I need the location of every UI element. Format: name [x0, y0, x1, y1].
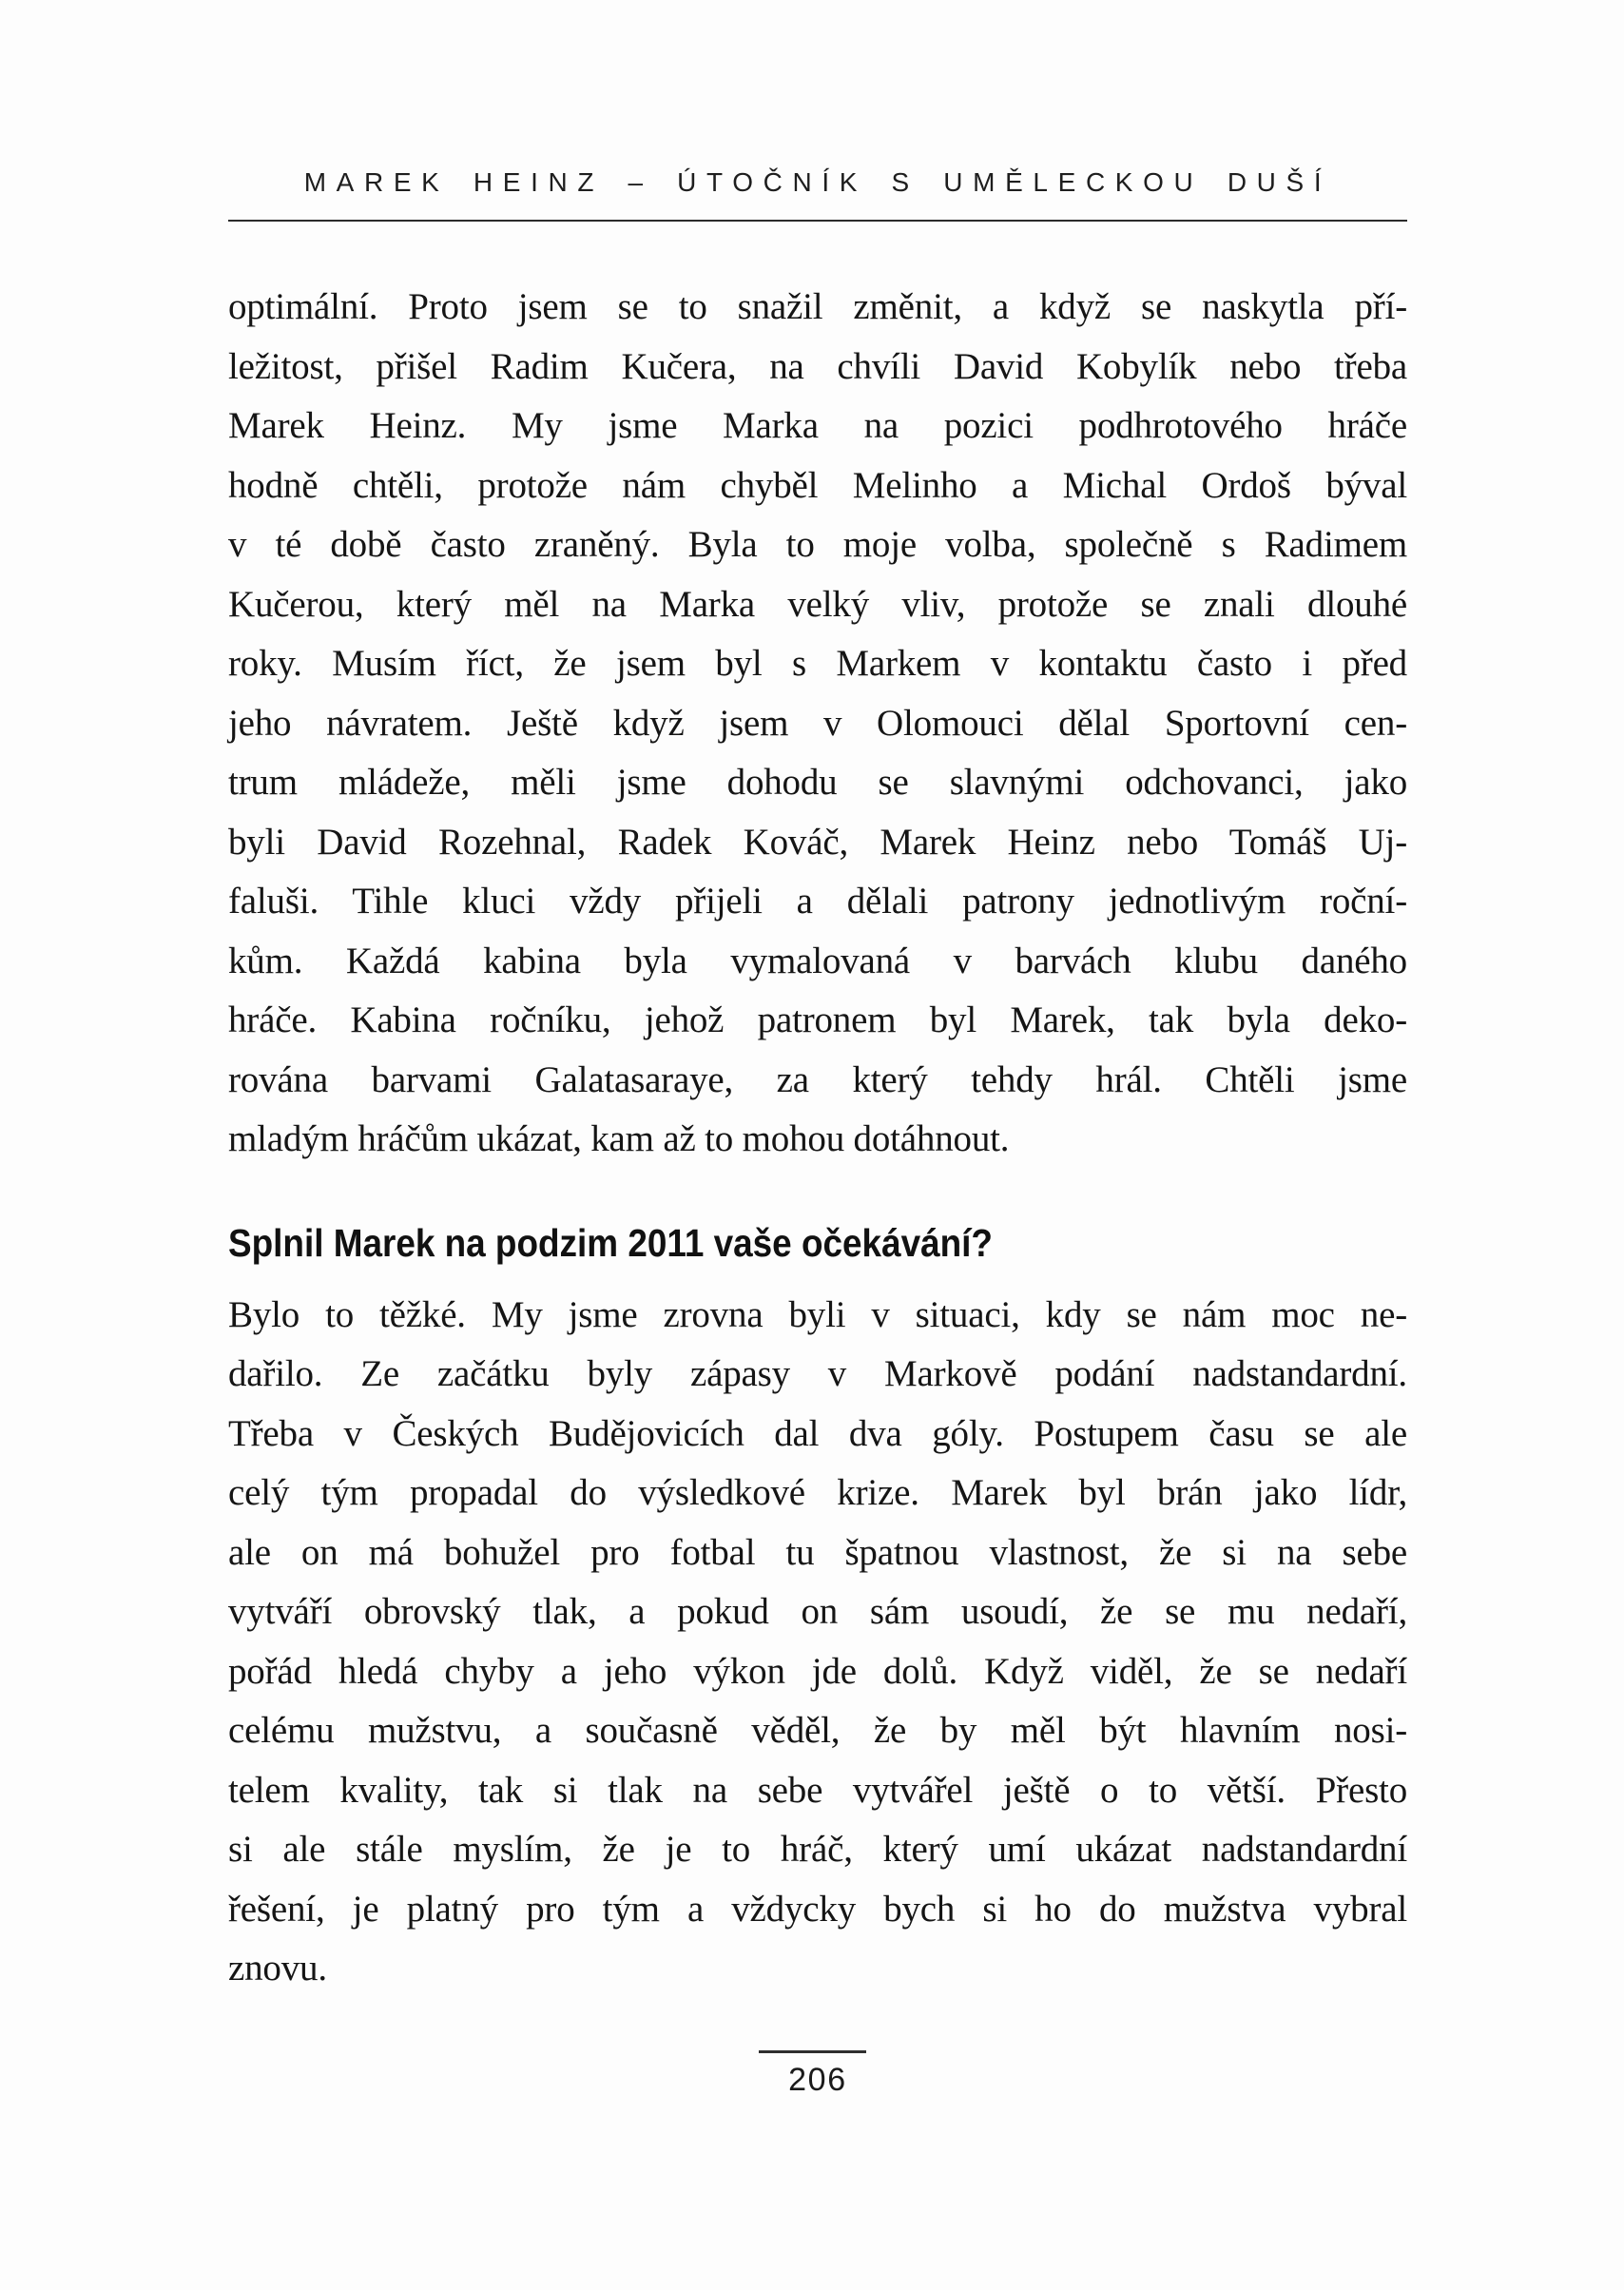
page-number: 206 — [788, 2062, 847, 2098]
text-line: ležitost, přišel Radim Kučera, na chvíli David Kobylík nebo třeba — [228, 345, 1407, 387]
text-line: telem kvality, tak si tlak na sebe vytvářel ještě o to větší. Přesto — [228, 1769, 1407, 1811]
text-line: byli David Rozehnal, Radek Kováč, Marek Heinz nebo Tomáš Uj- — [228, 821, 1407, 863]
text-line: roky. Musím říct, že jsem byl s Markem v kontaktu často i před — [228, 643, 1407, 684]
text-line: hodně chtěli, protože nám chyběl Melinho a Michal Ordoš býval — [228, 464, 1407, 506]
text-line: trum mládeže, měli jsme dohodu se slavnými odchovanci, jako — [228, 762, 1407, 803]
text-line: v té době často zraněný. Byla to moje volba, společně s Radimem — [228, 524, 1407, 565]
text-line: si ale stále myslím, že je to hráč, který umí ukázat nadstandardní — [228, 1829, 1407, 1870]
text-line: celý tým propadal do výsledkové krize. Marek byl brán jako lídr, — [228, 1472, 1407, 1513]
text-line: Marek Heinz. My jsme Marka na pozici podhrotového hráče — [228, 405, 1407, 446]
text-line: kům. Každá kabina byla vymalovaná v barvách klubu daného — [228, 940, 1407, 981]
text-line: faluši. Tihle kluci vždy přijeli a dělali patrony jednotlivým roční- — [228, 881, 1407, 922]
text-line: celému mužstvu, a současně věděl, že by měl být hlavním nosi- — [228, 1710, 1407, 1751]
text-line: pořád hledá chyby a jeho výkon jde dolů. Když viděl, že se nedaří — [228, 1650, 1407, 1692]
text-line: jeho návratem. Ještě když jsem v Olomouci dělal Sportovní cen- — [228, 702, 1407, 744]
text-line: optimální. Proto jsem se to snažil změnit, a když se naskytla pří- — [228, 286, 1407, 327]
text-line: vytváří obrovský tlak, a pokud on sám usoudí, že se mu nedaří, — [228, 1591, 1407, 1632]
question-heading: Splnil Marek na podzim 2011 vaše očekávání? — [228, 1220, 993, 1265]
text-block — [228, 278, 1407, 1999]
text-line: řešení, je platný pro tým a vždycky bych si ho do mužstva vybral — [228, 1888, 1407, 1930]
paragraph-interview-answer-2 — [228, 1286, 1407, 1999]
text-line: ale on má bohužel pro fotbal tu špatnou vlastnost, že si na sebe — [228, 1531, 1407, 1573]
text-line: rována barvami Galatasaraye, za který tehdy hrál. Chtěli jsme — [228, 1058, 1407, 1100]
text-line: Třeba v Českých Budějovicích dal dva góly. Postupem času se ale — [228, 1412, 1407, 1454]
text-line: Kučerou, který měl na Marka velký vliv, protože se znali dlouhé — [228, 583, 1407, 625]
header-rule — [228, 220, 1407, 222]
text-line: dařilo. Ze začátku byly zápasy v Markově podání nadstandardní. — [228, 1353, 1407, 1394]
paragraph-interview-answer-1 — [228, 278, 1407, 1170]
text-line: mladým hráčům ukázat, kam až to mohou dotáhnout. — [228, 1118, 1010, 1159]
text-line: Bylo to těžké. My jsme zrovna byli v situaci, kdy se nám moc ne- — [228, 1293, 1407, 1335]
running-header: MAREK HEINZ – ÚTOČNÍK S UMĚLECKOU DUŠÍ — [303, 167, 1332, 197]
text-line: hráče. Kabina ročníku, jehož patronem byl Marek, tak byla deko- — [228, 999, 1407, 1040]
footer-rule — [759, 2050, 866, 2053]
text-line: znovu. — [228, 1948, 327, 1989]
